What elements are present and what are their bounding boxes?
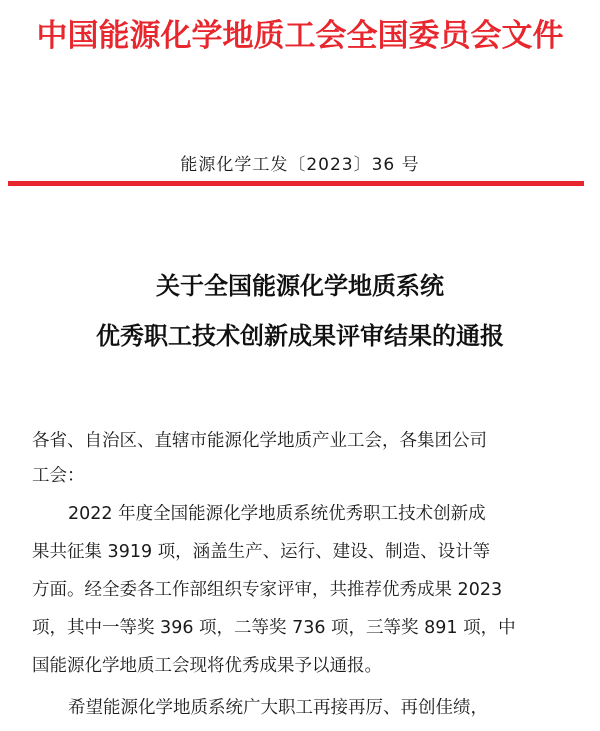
body-line-para1-2: 果共征集 3919 项，涵盖生产、运行、建设、制造、设计等 <box>32 542 491 562</box>
body-line-para1-1: 2022 年度全国能源化学地质系统优秀职工技术创新成 <box>68 504 486 524</box>
header-red-rule <box>8 181 584 186</box>
body-line-salutation-cont: 工会： <box>32 466 85 486</box>
headline-line-1: 关于全国能源化学地质系统 <box>156 272 444 300</box>
body-line-para2-1: 希望能源化学地质系统广大职工再接再厉、再创佳绩， <box>68 698 488 718</box>
body-line-para1-4: 项，其中一等奖 396 项，二等奖 736 项，三等奖 891 项，中 <box>32 618 516 638</box>
document-header-title: 中国能源化学地质工会全国委员会文件 <box>36 18 564 54</box>
body-line-para1-5: 国能源化学地质工会现将优秀成果予以通报。 <box>32 656 382 676</box>
document-number: 能源化学工发〔2023〕36 号 <box>180 155 420 175</box>
body-line-para1-3: 方面。经全委各工作部组织专家评审，共推荐优秀成果 2023 <box>32 580 503 600</box>
body-line-salutation: 各省、自治区、直辖市能源化学地质产业工会，各集团公司 <box>32 431 487 451</box>
headline-line-2: 优秀职工技术创新成果评审结果的通报 <box>96 322 504 350</box>
